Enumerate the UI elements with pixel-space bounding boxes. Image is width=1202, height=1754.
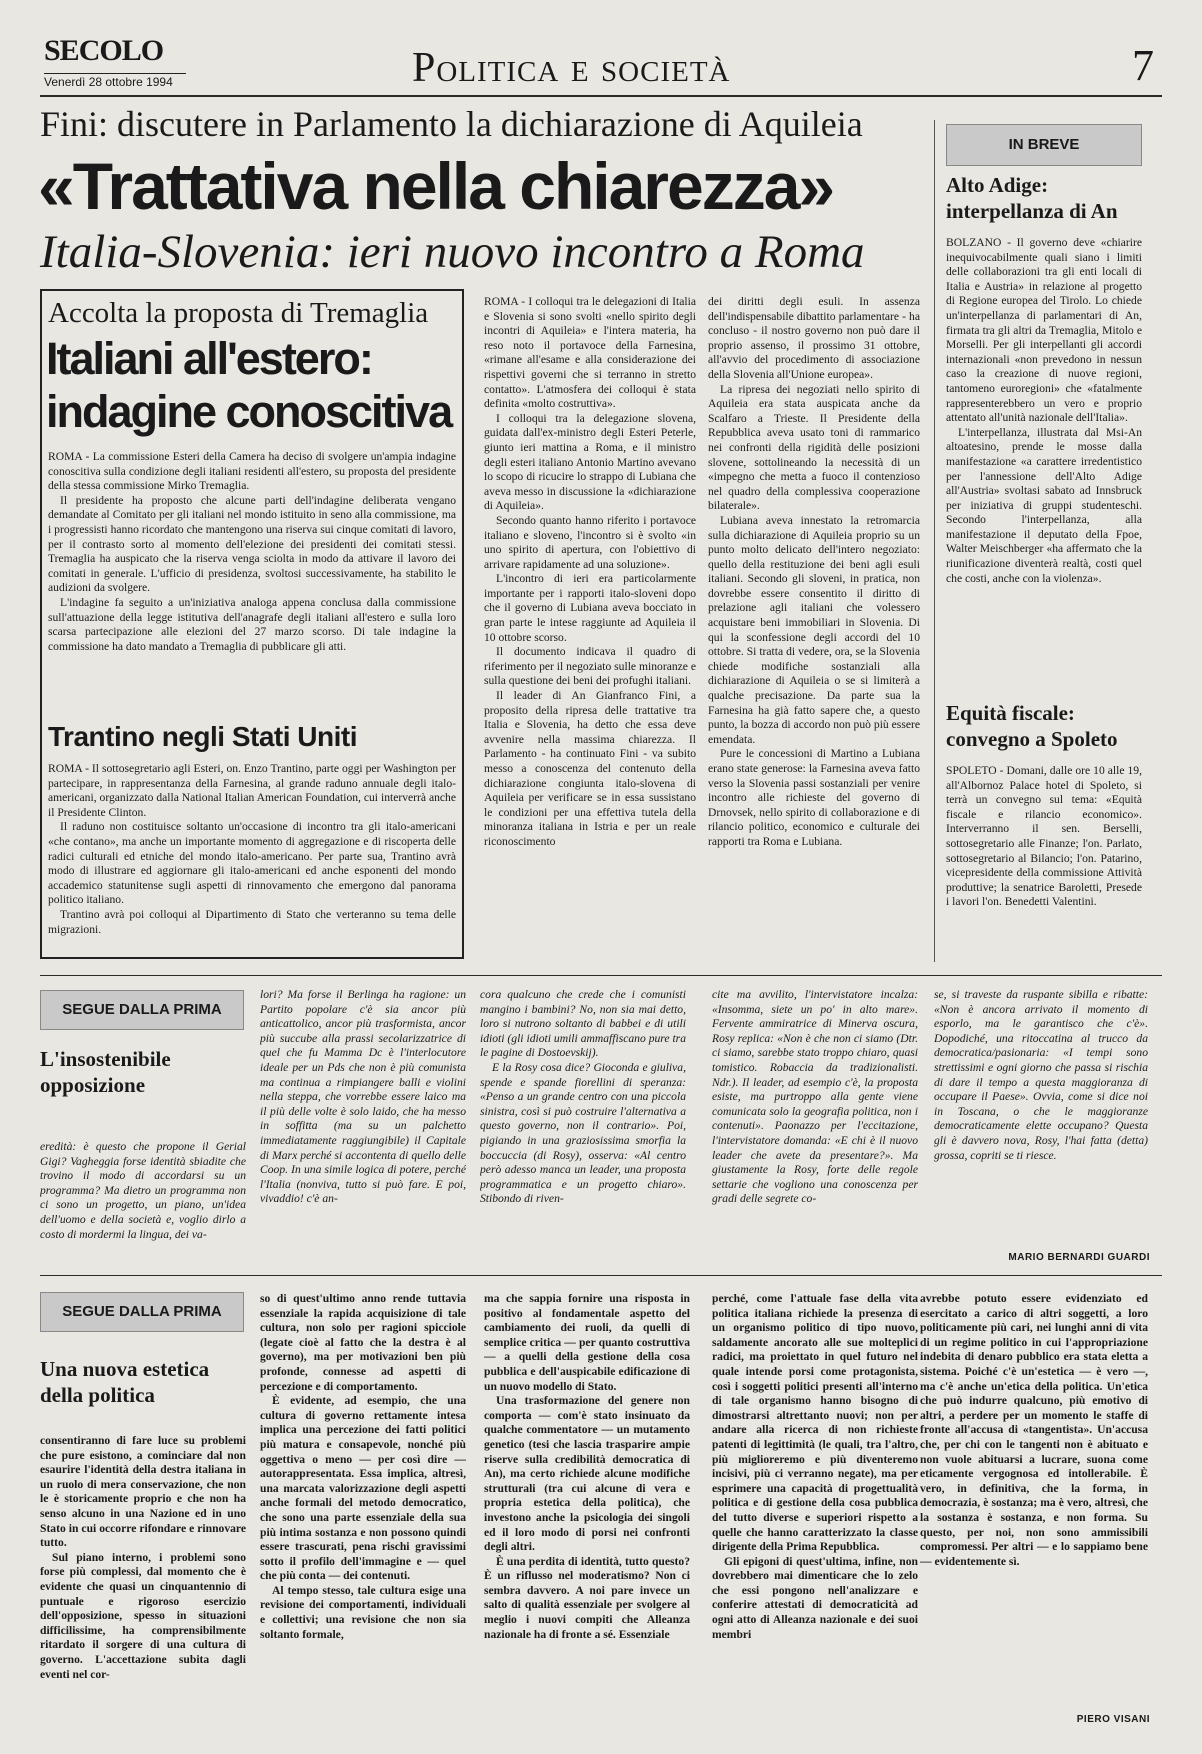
tremaglia-kicker: Accolta la proposta di Tremaglia (48, 297, 429, 329)
segue2-col2-p2: Una trasformazione del genere non comporta — com'è stato insinuato da qualche commentatore — un mutamento genetico (tesi che lascia trasparire ampie riserve sulla credibilità democratica di An), ma certo richiede alcune modifiche strutturali (tra cui alcune di vera e propria estetica della politica), che investono anche la psicologia dei singoli ed il loro modo di porsi nei confronti degli altri. (484, 1394, 690, 1554)
main-p7: dei diritti degli esuli. In assenza dell'indispensabile dibattito parlamentare - ha concluso - il nostro governo non può dare il proprio assenso, il prossimo 31 ottobre, all'avvio del procedimento di associazione della Slovenia all'Unione europea». (708, 295, 920, 381)
trantino-p3: Trantino avrà poi colloqui al Dipartimento di Stato che verteranno su tema delle migrazioni. (48, 907, 456, 936)
masthead: SECOLO (44, 34, 164, 67)
in-breve-label: IN BREVE (946, 124, 1142, 166)
in-breve-item1-p2: L'interpellanza, illustrata dal Msi-An altoatesino, prende le mosse dalla manifestazione «a carattere irredentistico per l'annessione dell'Alto Adige all'Austria» svoltasi sabato ad Innsbruck per iniziativa di gruppi studenteschi. Secondo l'interpellanza, alla manifestazione il deputato della Fpoe, Walter Meischberger «ha affermato che la riunificazione diventerà realtà, costi quel che costi, anche con la violenza». (946, 425, 1142, 585)
segue1-author: MARIO BERNARDI GUARDI (1008, 1252, 1150, 1263)
section-title: Politica e società (412, 45, 731, 91)
segue2-col0-p2: Sul piano interno, i problemi sono forse più complessi, dal momento che è evidente che quasi un cinquantennio di puntuale e rigoroso esercizio dell'opposizione, spesso in situazioni difficilissime, ha comprensibilmente ritardato il sorgere di una cultura di governo. L'accettazione subita dagli eventi nel cor- (40, 1550, 246, 1681)
main-p10: Pure le concessioni di Martino a Lubiana erano state generose: la Farnesina aveva fatto verso la Slovenia passi sostanziali per venire incontro alle richieste del governo di Drnovsek, nello spirito di collaborazione e di rilancio politico, economico e culturale dei rapporti tra Roma e Lubiana. (708, 747, 920, 848)
segue2-col0-p1: consentiranno di fare luce su problemi che pure esistono, a cominciare dal non esaurire l'identità della destra italiana in un ruolo di mera conservazione, che non le è storicamente proprio e che non ha senso alcuno in una Nazione ed in uno Stato in cui occorre rifondare e rinnovare tutto. (40, 1434, 246, 1550)
segue2-title: Una nuova estetica della politica (40, 1357, 210, 1407)
segue1-col2-p1: cora qualcuno che crede che i comunisti mangino i bambini? No, non sia mai detto, loro si nutrono soltanto di babbei e di utili idioti (gli idioti umili ammaffiscano pure tra le pagine di Dostoevskij). (480, 988, 686, 1060)
main-p6: Il leader di An Gianfranco Fini, a proposito della ripresa delle trattative tra Italia e Slovenia, ha detto che essa deve avvenire nella massima chiarezza. Il Parlamento - ha continuato Fini - va subito messo a conoscenza del contenuto della dichiarazione congiunta italo-slovena di Aquileia per verificare se in essa sussistano le condizioni per una effettiva tutela della minoranza italiana in Istria e per un reale riconoscimento (484, 689, 696, 848)
publication-date: Venerdì 28 ottobre 1994 (44, 73, 186, 89)
segue1-col0: eredità: è questo che propone il Gerial Gigi? Vagheggia forse identità sbiadite che trovino il modo di accordarsi su un programma? Ma dietro un programma non ci sono un progetto, un piano, un'idea dell'uomo e della società e, voglio dirlo a costo di mordermi la lingua, dei va- (40, 1140, 246, 1241)
main-p3: Secondo quanto hanno riferito i portavoce italiano e sloveno, l'incontro si è svolto «in uno spirito di apertura, con l'obiettivo di arrivare rapidamente ad una soluzione». (484, 513, 696, 571)
tremaglia-p2: Il presidente ha proposto che alcune parti dell'indagine deliberata vengano demandate al Comitato per gli italiani nel mondo istituito in seno alla commissione, ma i progressisti hanno ricordato che mantengono una riserva sui cinque comitati di lavoro, per il contrasto sorto al momento dell'elezione dei presidenti dei comitati stessi. Tremaglia ha auspicato che la riserva venga sciolta in modo da attivare il lavoro dei comitati in generale. L'ufficio di presidenza, svoltosi successivamente, ha stabilito le audizioni da svolgere. (48, 493, 456, 595)
segue2-col3-p2: Gli epigoni di quest'ultima, infine, non dovrebbero mai dimenticare che lo zelo che essi pongono nell'analizzare e conferire attestati di democraticità ad ogni atto di Alleanza nazionale e dei suoi membri (712, 1554, 918, 1641)
segue2-col3 (712, 1292, 918, 1732)
tremaglia-headline-2: indagine conoscitiva (46, 386, 452, 437)
main-p2: I colloqui tra la delegazione slovena, guidata dall'ex-ministro degli Esteri Peterle, giunto ieri mattina a Roma, e il ministro degli esteri italiano Antonio Martino avevano lo scopo di ricucire lo strappo di Lubiana che aveva messo in discussione la «dichiarazione di Aquileia». (484, 411, 696, 513)
main-article-col2 (708, 295, 920, 963)
segue2-col0 (40, 1434, 246, 1730)
trantino-p1: ROMA - Il sottosegretario agli Esteri, on. Enzo Trantino, parte oggi per Washington per partecipare, in rappresentanza della Farnesina, al grande raduno annuale degli italo-americani, organizzato dalla National Italian American Foundation, cui interverrà anche il Presidente Clinton. (48, 762, 456, 819)
in-breve-item1-p1: BOLZANO - Il governo deve «chiarire inequivocabilmente quali siano i limiti delle collaborazioni tra gli enti locali di Italia e Austria» in relazione al progetto di Regione europea del Tirolo. Lo chiede un'interpellanza di parlamentari di An, firmata tra gli altri da Tremaglia, Mitolo e Morselli. Per gli interpellanti gli accordi internazionali «non prevedono in nessun caso la creazione di nuove regioni, tantomeno euroregioni» che «fatalmente rappresenterebbero un vero e proprio attentato all'unità nazionale dell'Italia». (946, 236, 1142, 425)
segue2-col2 (484, 1292, 690, 1732)
segue2-col4: avrebbe potuto essere evidenziato ed esercitato a carico di altri soggetti, a loro politicamente più cari, nei lunghi anni di vita di un regime politico in cui l'appropriazione indebita di denaro pubblico era stata eletta a sistema. Poiché c'è un'estetica — è vero —, ma c'è anche un'etica della politica. Un'etica che può indurre qualcuno, più emotivo di altri, a perdere per un momento le staffe di fronte all'accusa di «tangentista». Un'accusa che, per chi con le tangenti non è abituato e non vuole abituarsi a lucrare, suona come eticamente vergognosa ed intollerabile. È vero, in definitiva, che la forma, in democrazia, è sostanza; ma è vero, altresì, che la sostanza è sostanza, e non forma. Su questo, per noi, non sono ammissibili compromessi. Per altri — e lo sappiamo bene — evidentemente sì. (920, 1292, 1148, 1568)
segue1-col3: cite ma avvilito, l'intervistatore incalza: «Insomma, siete un po' in alto mare». Fervente ammiratrice di Minerva oscura, Rosy replica: «Non è che non ci siamo (Dtr. ci siamo, sarebbe stato troppo chiaro, quasi tomistico. Robaccia da tradizionalisti. Ndr.). Il leader, ad esempio c'è, la proposta esiste, ma purtroppo alla gente viene comunicata solo la geografia politica, non i contenuti». Paonazzo per l'eccitazione, l'intervistatore domanda: «E chi è il nuovo leader che avete da presentare?». Ma giustamente la Rosy, forte delle regole settarie che vogliono una conoscenza per gradi delle segrete co- (712, 988, 918, 1206)
tremaglia-p3: L'indagine fa seguito a un'iniziativa analoga appena conclusa dalla commissione sull'attuazione della legge istitutiva dell'anagrafe degli italiani all'estero e sulla loro scarsa partecipazione alle elezioni del 27 marzo scorso. Di tale indagine la commissione ha dato mandato a Tremaglia di pubblicare gli atti. (48, 595, 456, 653)
tremaglia-p1: ROMA - La commissione Esteri della Camera ha deciso di svolgere un'ampia indagine conoscitiva sulla condizione degli italiani residenti all'estero, su proposta del presidente della stessa commissione Mirko Tremaglia. (48, 450, 456, 493)
segue2-col1-p3: Al tempo stesso, tale cultura esige una revisione dei comportamenti, individuali e collettivi; una revisione che non sia soltanto formale, (260, 1583, 466, 1641)
main-subheadline: Italia-Slovenia: ieri nuovo incontro a Roma (40, 226, 865, 278)
segue1-label: SEGUE DALLA PRIMA (40, 990, 244, 1030)
in-breve-item2 (946, 764, 1142, 960)
main-p5: Il documento indicava il quadro di riferimento per il negoziato sulle minoranze e sulla questione dei beni dei profughi italiani. (484, 645, 696, 688)
header-rule (40, 95, 1162, 97)
main-p9: Lubiana aveva innestato la retromarcia sulla dichiarazione di Aquileia proprio su un punto molto delicato dell'intero negoziato: quello della restituzione dei beni agli esuli italiani. Secondo gli sloveni, in pratica, non dovrebbe essere consentito il diritto di prelazione agli italiani che volessero acquistare beni immobiliari in Slovenia. Di qui la sconfessione degli accordi del 10 ottobre. Si tratta di vedere, ora, se la Slovenia chiede modifiche sostanziali alla dichiarazione di Aquileia o se si limiterà a qualche precisazione. Da parte sua la Farnesina ha già fatto sapere che, a questo punto, la bozza di accordo non può più essere emendata. (708, 513, 920, 746)
trantino-article (48, 762, 456, 954)
segue1-col1: lori? Ma forse il Berlinga ha ragione: un Partito popolare c'è sia ancor più anticattolico, ancor più trasformista, ancor più succube alla prassi secolarizzatrice di quel che fu Mamma Dc è l'interlocutore ideale per un Pds che non è più comunista ma continua a rimpiangere balli e violini nella steppa, che vorrebbe essere laico ma il più delle volte è solo laido, che ha messo in soffitta (ma su un palchetto immediatamente raggiungibile) il Capitale di Marx perché si accontenta di quello delle Coop. In una simile logica di potere, perché l'Italia (nonviva, tutto si può fare. E poi, vivaddio! c'è an- (260, 988, 466, 1206)
trantino-p2: Il raduno non costituisce soltanto un'occasione di incontro tra gli italo-americani «che contano», ma anche un importante momento di aggregazione e di riscoperta delle radici culturali ed etniche del mondo italo-americano. Per parte sua, Trantino avrà modo di illustrare ed aggiornare gli italo-americani ed anche esponenti del mondo accademico statunitense sugli aspetti di rinnovamento che emergono dal panorama politico italiano. (48, 820, 456, 907)
in-breve-item1-title: Alto Adige: interpellanza di An (946, 173, 1118, 223)
main-p1: ROMA - I colloqui tra le delegazioni di Italia e Slovenia si sono svolti «nello spirito degli incontri di Aquileia» e l'intera materia, ha reso noto il portavoce della Farnesina, «rimane all'esame e alla considerazione dei rispettivi governi che si terranno in stretto contatto». L'atmosfera dei colloqui è stata definita «molto costruttiva». (484, 295, 696, 411)
segue2-col1-p1: so di quest'ultimo anno rende tuttavia essenziale la rapida acquisizione di tale cultura, non solo per ragioni spicciole (legate cioè al fatto che la destra è al governo), ma per motivazioni ben più profonde, connesse ad aspetti di percezione e di comportamento. (260, 1292, 466, 1393)
segue1-title: L'insostenibile opposizione (40, 1047, 171, 1097)
tremaglia-article (48, 450, 456, 716)
segue1-col4: se, si traveste da ruspante sibilla e ribatte: «Non è ancora arrivato il momento di esporlo, ma le garantisco che c'è». Dopodiché, una ritoccatina al trucco da democratica/pasionaria: «I tempi sono strettissimi e ogni giorno che passa si rischia di dare il tempo a questa maggioranza di occupare il Paese». Ovvia, come si dice noi in Toscana, o che le maggioranze democraticamente elette occupano? Questa gli è davvero nova, Rosy, l'hai fatta (detta) grossa, copriti se ti riesce. (934, 988, 1148, 1162)
segue2-col1 (260, 1292, 466, 1732)
main-kicker: Fini: discutere in Parlamento la dichiarazione di Aquileia (40, 104, 863, 144)
segue2-col3-p1: perché, come l'attuale fase della vita politica italiana richiede la presenza di un organismo politico di tipo nuovo, saldamente ancorato alle sue molteplici radici, ma proiettato in quel futuro nel quale intende porsi come protagonista, così i soggetti politici presenti all'interno di tale organismo hanno bisogno di dimostrarsi altrettanto nuovi; non per andare alla ricerca di non richieste patenti di legittimità (le quali, tra l'altro, più miglioreremo e più diventeremo incisivi, più ci verranno negate), ma per esprimere una capacità di progettualità politica e di gestione della cosa pubblica del tutto diverse e superiori rispetto a quelle che hanno caratterizzato la classe dirigente della Prima Repubblica. (712, 1292, 918, 1554)
tremaglia-headline-1: Italiani all'estero: (46, 333, 372, 384)
segue1-col2 (480, 988, 686, 1266)
main-p8: La ripresa dei negoziati nello spirito di Aquileia era stata auspicata anche da Scalfaro a Trieste. Il Presidente della Repubblica aveva usato toni di rammarico nei confronti della rigidità delle posizioni slovene, sottolineando la necessità di un «impegno che metta a fuoco il contenzioso nel quadro della complessiva cooperazione bilaterale». (708, 382, 920, 513)
page-number: 7 (1132, 41, 1154, 90)
sidebar-divider (934, 120, 935, 962)
segue2-col1-p2: È evidente, ad esempio, che una cultura di governo rettamente intesa implica una percezione dei fatti politici più matura e consapevole, nonché più oggettiva o meno — per così dire — autorappresentata. Essa implica, altresì, una marcata valorizzazione degli aspetti anche formali del metodo democratico, che sono una parte essenziale della sua più intima sostanza e non possono quindi essere trascurati, pena rischi gravissimi sotto il profilo dell'immagine e — quel che più conta — dei contenuti. (260, 1394, 466, 1583)
in-breve-item2-title: Equità fiscale: convegno a Spoleto (946, 701, 1118, 751)
section-rule-2 (40, 1275, 1162, 1276)
in-breve-item1 (946, 236, 1142, 698)
segue2-col2-p3: È una perdita di identità, tutto questo? È un riflusso nel moderatismo? Non ci sembra davvero. A noi pare invece un salto di qualità essenziale per svolgere al meglio i nuovi compiti che Alleanza nazionale ha di fronte a sé. Essenziale (484, 1554, 690, 1641)
segue2-author: PIERO VISANI (1076, 1714, 1150, 1725)
main-article-col1 (484, 295, 696, 963)
section-rule-1 (40, 975, 1162, 976)
main-p4: L'incontro di ieri era particolarmente importante per i rapporti italo-sloveni dopo che il governo di Lubiana aveva bocciato in gran parte le intese raggiunte ad Aquileia il 10 ottobre scorso. (484, 572, 696, 644)
segue2-label: SEGUE DALLA PRIMA (40, 1292, 244, 1332)
segue1-col2-p2: E la Rosy cosa dice? Gioconda e giuliva, spende e spande fiorellini di speranza: «Penso a un grande centro con una piccola sinistra, così si può costruire l'alternativa a questo governo, non il contrario». Poi, pigiando in una graziosissima smorfia la boccuccia (di Rosy), osserva: «Al centro però adesso manca un leader, una proposta programmatica e un progetto chiaro». Stibondo di riven- (480, 1060, 686, 1206)
main-headline: «Trattativa nella chiarezza» (38, 149, 834, 223)
segue2-col2-p1: ma che sappia fornire una risposta in positivo al fondamentale aspetto del cambiamento dei ruoli, da quelli di semplice critica — per quanto costruttiva — a quelli della gestione della cosa pubblica e dell'auspicabile edificazione di un nuovo modello di Stato. (484, 1292, 690, 1393)
trantino-headline: Trantino negli Stati Uniti (48, 721, 357, 752)
in-breve-item2-p1: SPOLETO - Domani, dalle ore 10 alle 19, all'Albornoz Palace hotel di Spoleto, si terrà un convegno sul tema: «Equità fiscale e rilancio economico». Interverranno il sen. Berselli, sottosegretario alle Finanze; l'on. Parlato, sottosegretario al Bilancio; l'on. Patarino, vicepresidente della commissione Attività produttive; la senatrice Baroletti, Presede i lavori l'on. Benedetti Valentini. (946, 764, 1142, 909)
